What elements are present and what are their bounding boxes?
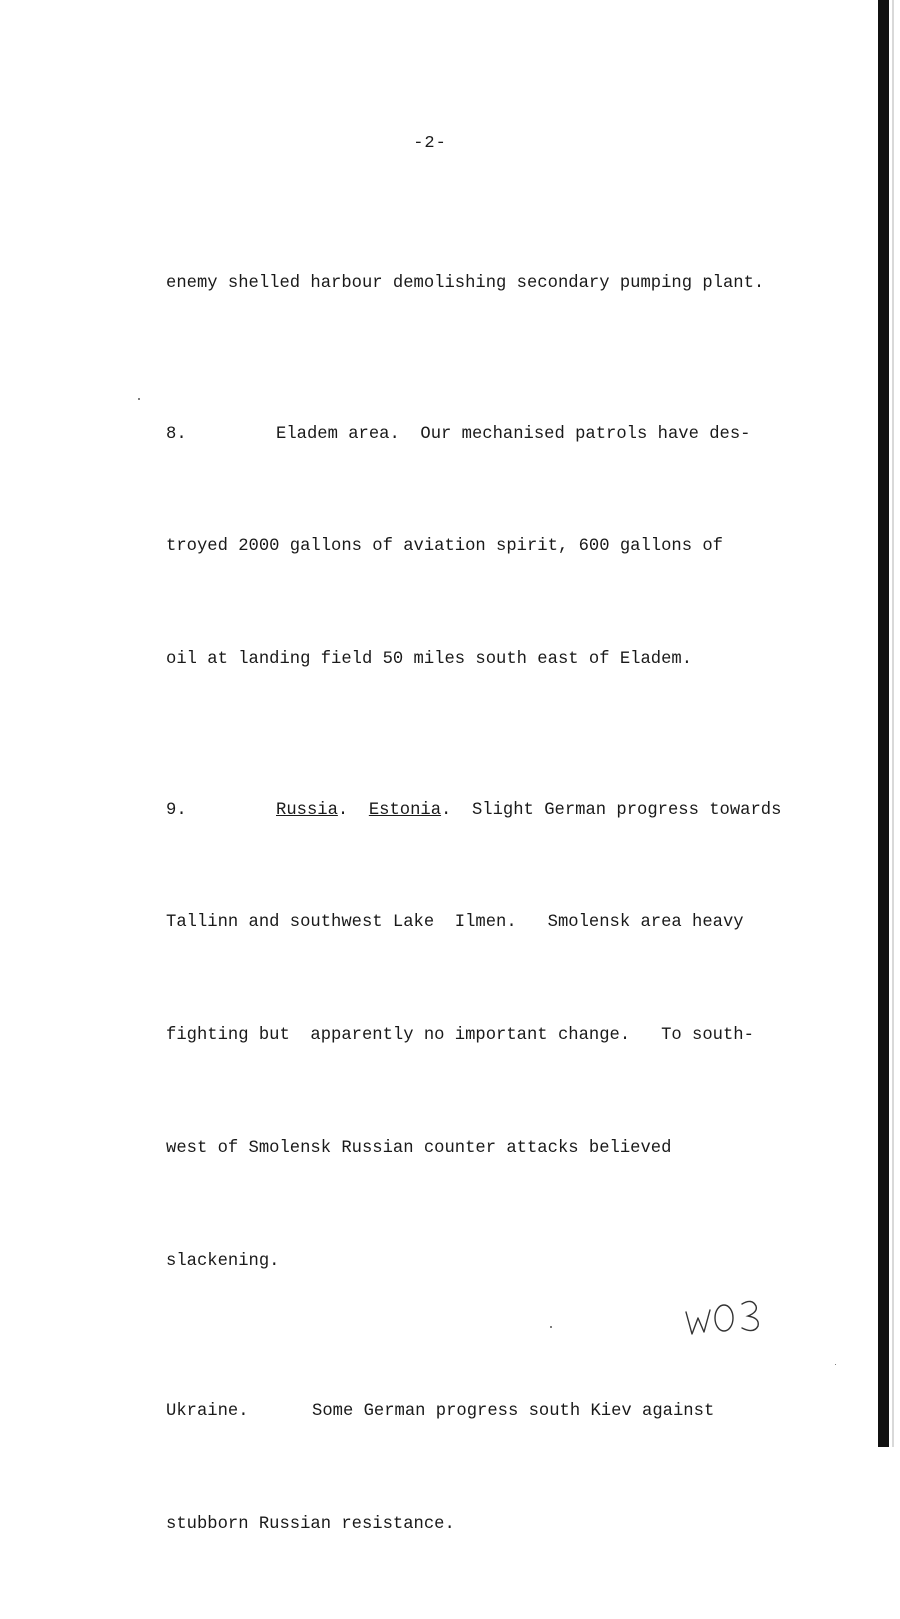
- scan-edge-stripe: [878, 0, 889, 1447]
- paragraph-number: 8.: [166, 424, 187, 444]
- paragraph-9-line-1: [166, 792, 846, 830]
- heading-russia: Russia: [276, 800, 338, 820]
- text-line: west of Smolensk Russian counter attacks believed: [166, 1138, 672, 1158]
- text-segment: Eladem area. Our mechanised patrols have des-: [276, 424, 751, 444]
- text-line: fighting but apparently no important change. To south-: [166, 1026, 754, 1046]
- scan-edge: [878, 0, 900, 1447]
- scan-edge-line: [892, 0, 894, 1447]
- text-segment: Some German progress south Kiev against: [312, 1402, 715, 1421]
- text-line: oil at landing field 50 miles south east of Eladem.: [166, 650, 693, 670]
- text-line: enemy shelled harbour demolishing secondary pumping plant.: [166, 274, 765, 294]
- text-segment: .: [337, 800, 369, 820]
- paragraph-number: 9.: [166, 800, 187, 820]
- text-line: stubborn Russian resistance.: [166, 1514, 455, 1534]
- text-segment: . Slight German progress towards: [441, 800, 782, 820]
- text-line: troyed 2000 gallons of aviation spirit, 600 gallons of: [166, 537, 723, 557]
- scan-speck: [138, 398, 140, 400]
- heading-estonia: Estonia: [368, 800, 442, 820]
- region-label: Ukraine.: [166, 1402, 249, 1421]
- ukraine-line-1: [166, 1393, 846, 1431]
- text-line: Tallinn and southwest Lake Ilmen. Smolensk area heavy: [166, 913, 744, 933]
- page-number: -2-: [413, 134, 447, 153]
- scan-speck: [550, 1326, 552, 1328]
- handwritten-note: [680, 1290, 770, 1340]
- text-line: slackening.: [166, 1251, 280, 1271]
- paragraph-8-line-1: [166, 416, 846, 454]
- body-text: [166, 190, 846, 1619]
- scan-speck: [835, 1364, 836, 1365]
